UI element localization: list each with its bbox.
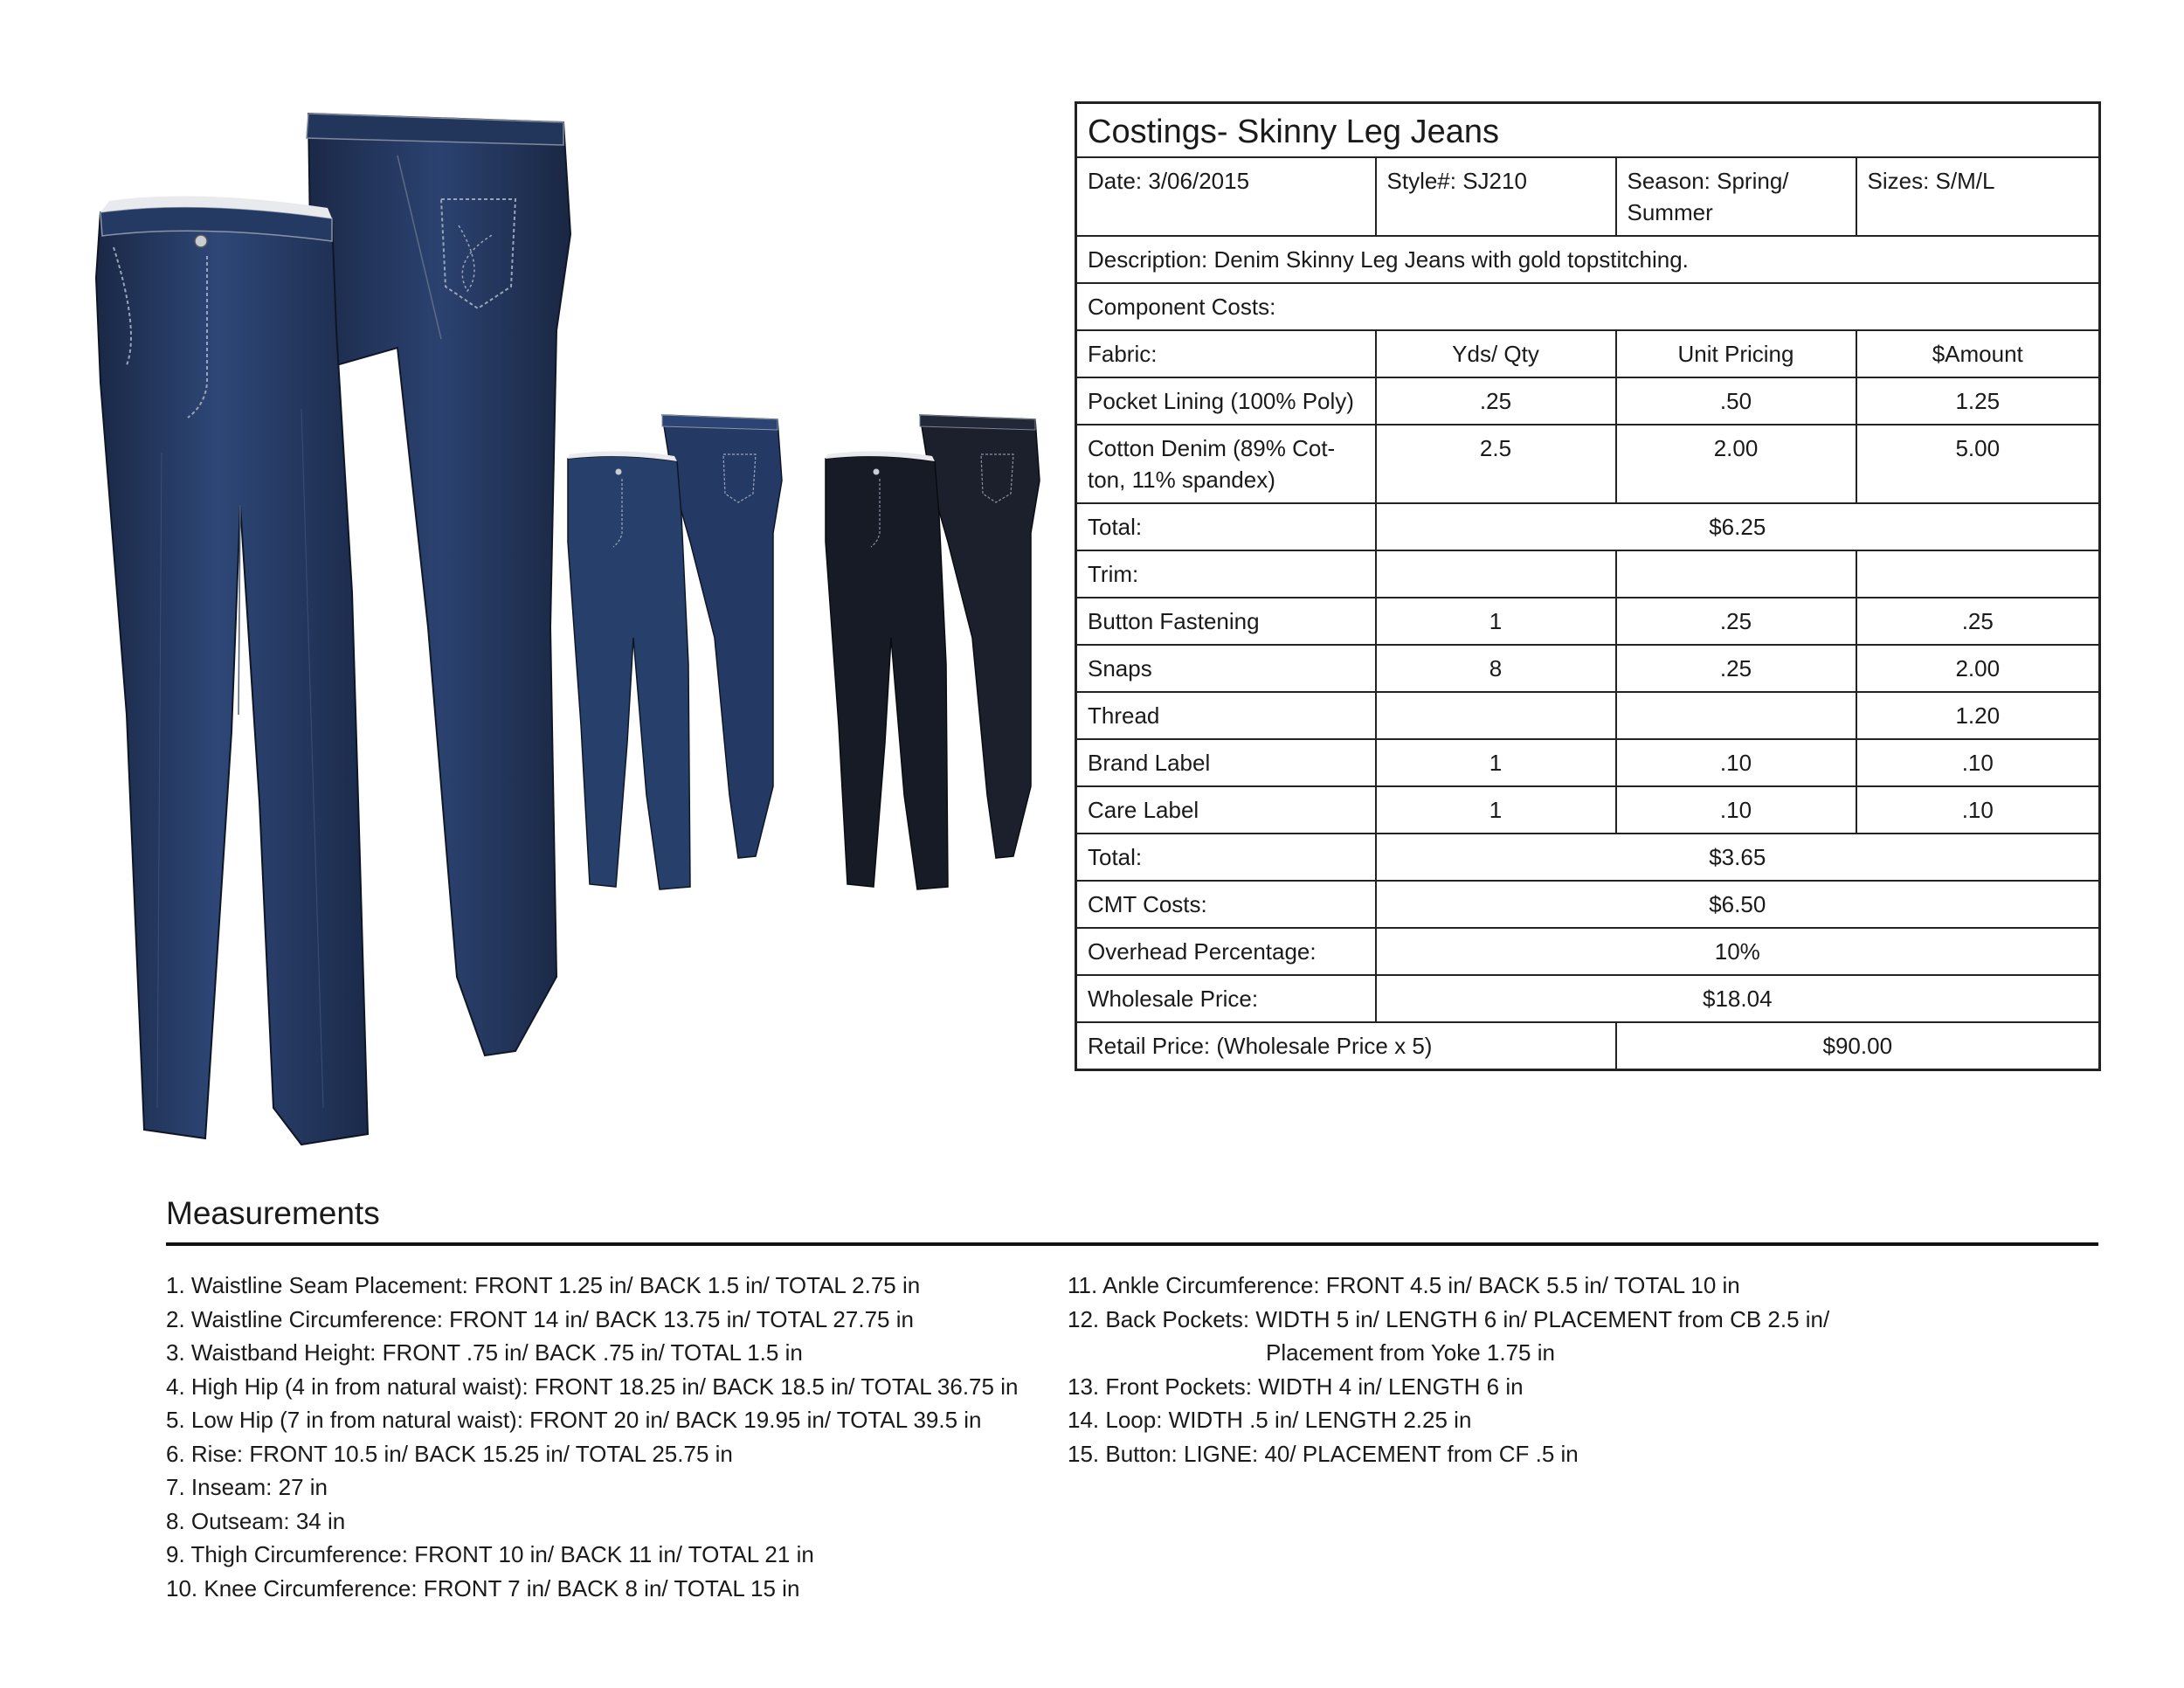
empty-cell	[1616, 550, 1856, 598]
fabric-total-value: $6.25	[1376, 503, 2100, 550]
jeans-illustration-dark-wash	[817, 411, 1053, 900]
table-title-row	[1076, 103, 2100, 158]
total-label: Total:	[1076, 503, 1376, 550]
qty-header: Yds/ Qty	[1376, 330, 1616, 377]
list-item: 1. Waistline Seam Placement: FRONT 1.25 in/ BACK 1.5 in/ TOTAL 2.75 in	[166, 1272, 921, 1298]
row-unit: .50	[1616, 377, 1856, 425]
season-line-2: Summer	[1627, 199, 1713, 225]
component-costs-label: Component Costs:	[1076, 283, 2100, 330]
list-item: 5. Low Hip (7 in from natural waist): FRONT 20 in/ BACK 19.95 in/ TOTAL 39.5 in	[166, 1407, 982, 1433]
table-row	[1076, 739, 2100, 786]
row-label: Snaps	[1076, 645, 1376, 692]
measurements-title: Measurements	[166, 1195, 380, 1231]
row-label: Pocket Lining (100% Poly)	[1076, 377, 1376, 425]
row-unit: 2.00	[1616, 425, 1856, 503]
empty-cell	[1376, 550, 1616, 598]
row-unit: .10	[1616, 739, 1856, 786]
trim-header-row	[1076, 550, 2100, 598]
row-amount: 2.00	[1856, 645, 2100, 692]
row-label-line-1: Cotton Denim (89% Cot-	[1088, 435, 1336, 461]
table-info-row	[1076, 157, 2100, 236]
trim-label: Trim:	[1076, 550, 1376, 598]
list-item: 7. Inseam: 27 in	[166, 1474, 328, 1500]
list-item: 8. Outseam: 34 in	[166, 1507, 346, 1534]
retail-row	[1076, 1022, 2100, 1070]
list-item: 11. Ankle Circumference: FRONT 4.5 in/ BACK 5.5 in/ TOTAL 10 in	[1068, 1272, 1740, 1298]
cmt-label: CMT Costs:	[1076, 881, 1376, 928]
row-label: Thread	[1076, 692, 1376, 739]
overhead-label: Overhead Percentage:	[1076, 928, 1376, 975]
measurements-list-left	[166, 1269, 1018, 1605]
total-label: Total:	[1076, 834, 1376, 881]
row-label	[1076, 425, 1376, 503]
row-qty: 2.5	[1376, 425, 1616, 503]
list-item: 3. Waistband Height: FRONT .75 in/ BACK .75 in/ TOTAL 1.5 in	[166, 1339, 803, 1366]
season-line-1: Season: Spring/	[1627, 168, 1789, 194]
amount-header: $Amount	[1856, 330, 2100, 377]
costing-table	[1075, 101, 2101, 1071]
table-row	[1076, 645, 2100, 692]
list-item: 2. Waistline Circumference: FRONT 14 in/ BACK 13.75 in/ TOTAL 27.75 in	[166, 1305, 914, 1332]
wholesale-label: Wholesale Price:	[1076, 975, 1376, 1022]
table-row	[1076, 236, 2100, 283]
row-amount: 1.20	[1856, 692, 2100, 739]
row-qty: 1	[1376, 786, 1616, 834]
fabric-total-row	[1076, 503, 2100, 550]
table-row	[1076, 598, 2100, 645]
wholesale-value: $18.04	[1376, 975, 2100, 1022]
retail-value: $90.00	[1616, 1022, 2100, 1070]
row-unit: .25	[1616, 645, 1856, 692]
measurements-list-right	[1068, 1269, 1829, 1470]
row-label-line-2: ton, 11% spandex)	[1088, 467, 1275, 493]
row-unit: .10	[1616, 786, 1856, 834]
jeans-illustration-mid-wash	[559, 411, 795, 900]
description-cell: Description: Denim Skinny Leg Jeans with gold topstitching.	[1076, 236, 2100, 283]
row-amount: 5.00	[1856, 425, 2100, 503]
table-row	[1076, 377, 2100, 425]
list-item: 10. Knee Circumference: FRONT 7 in/ BACK 8 in/ TOTAL 15 in	[166, 1574, 800, 1602]
row-qty: 1	[1376, 739, 1616, 786]
list-item: 4. High Hip (4 in from natural waist): FRONT 18.25 in/ BACK 18.5 in/ TOTAL 36.75 in	[166, 1373, 1019, 1400]
list-item: 14. Loop: WIDTH .5 in/ LENGTH 2.25 in	[1068, 1407, 1472, 1433]
table-row	[1076, 692, 2100, 739]
wholesale-row	[1076, 975, 2100, 1022]
measurements-divider	[166, 1242, 2098, 1246]
fabric-label: Fabric:	[1076, 330, 1376, 377]
row-label: Button Fastening	[1076, 598, 1376, 645]
row-unit	[1616, 692, 1856, 739]
row-amount: .10	[1856, 786, 2100, 834]
table-row	[1076, 425, 2100, 503]
row-label: Care Label	[1076, 786, 1376, 834]
row-qty	[1376, 692, 1616, 739]
jeans-illustration-large	[74, 103, 598, 1165]
trim-total-value: $3.65	[1376, 834, 2100, 881]
row-unit: .25	[1616, 598, 1856, 645]
row-amount: .10	[1856, 739, 2100, 786]
jeans-front-view	[96, 197, 368, 1145]
cmt-value: $6.50	[1376, 881, 2100, 928]
date-cell: Date: 3/06/2015	[1076, 157, 1376, 236]
row-label: Brand Label	[1076, 739, 1376, 786]
season-cell	[1616, 157, 1856, 236]
costing-title: Costings- Skinny Leg Jeans	[1076, 103, 2100, 158]
table-row	[1076, 786, 2100, 834]
list-item: 12. Back Pockets: WIDTH 5 in/ LENGTH 6 in/ PLACEMENT from CB 2.5 in/	[1068, 1305, 1830, 1332]
cmt-row	[1076, 881, 2100, 928]
row-qty: 8	[1376, 645, 1616, 692]
style-number-cell: Style#: SJ210	[1376, 157, 1616, 236]
trim-total-row	[1076, 834, 2100, 881]
list-item: 6. Rise: FRONT 10.5 in/ BACK 15.25 in/ TOTAL 25.75 in	[166, 1440, 733, 1467]
unit-pricing-header: Unit Pricing	[1616, 330, 1856, 377]
retail-label: Retail Price: (Wholesale Price x 5)	[1076, 1022, 1616, 1070]
sizes-cell: Sizes: S/M/L	[1856, 157, 2100, 236]
list-item-continuation: Placement from Yoke 1.75 in	[1266, 1339, 1555, 1366]
table-row	[1076, 283, 2100, 330]
row-qty: 1	[1376, 598, 1616, 645]
list-item: 15. Button: LIGNE: 40/ PLACEMENT from CF .5 in	[1068, 1440, 1579, 1467]
list-item: 9. Thigh Circumference: FRONT 10 in/ BACK 11 in/ TOTAL 21 in	[166, 1541, 814, 1567]
row-qty: .25	[1376, 377, 1616, 425]
list-item: 13. Front Pockets: WIDTH 4 in/ LENGTH 6 in	[1068, 1373, 1524, 1400]
overhead-row	[1076, 928, 2100, 975]
row-amount: .25	[1856, 598, 2100, 645]
row-amount: 1.25	[1856, 377, 2100, 425]
fabric-header-row	[1076, 330, 2100, 377]
overhead-value: 10%	[1376, 928, 2100, 975]
empty-cell	[1856, 550, 2100, 598]
